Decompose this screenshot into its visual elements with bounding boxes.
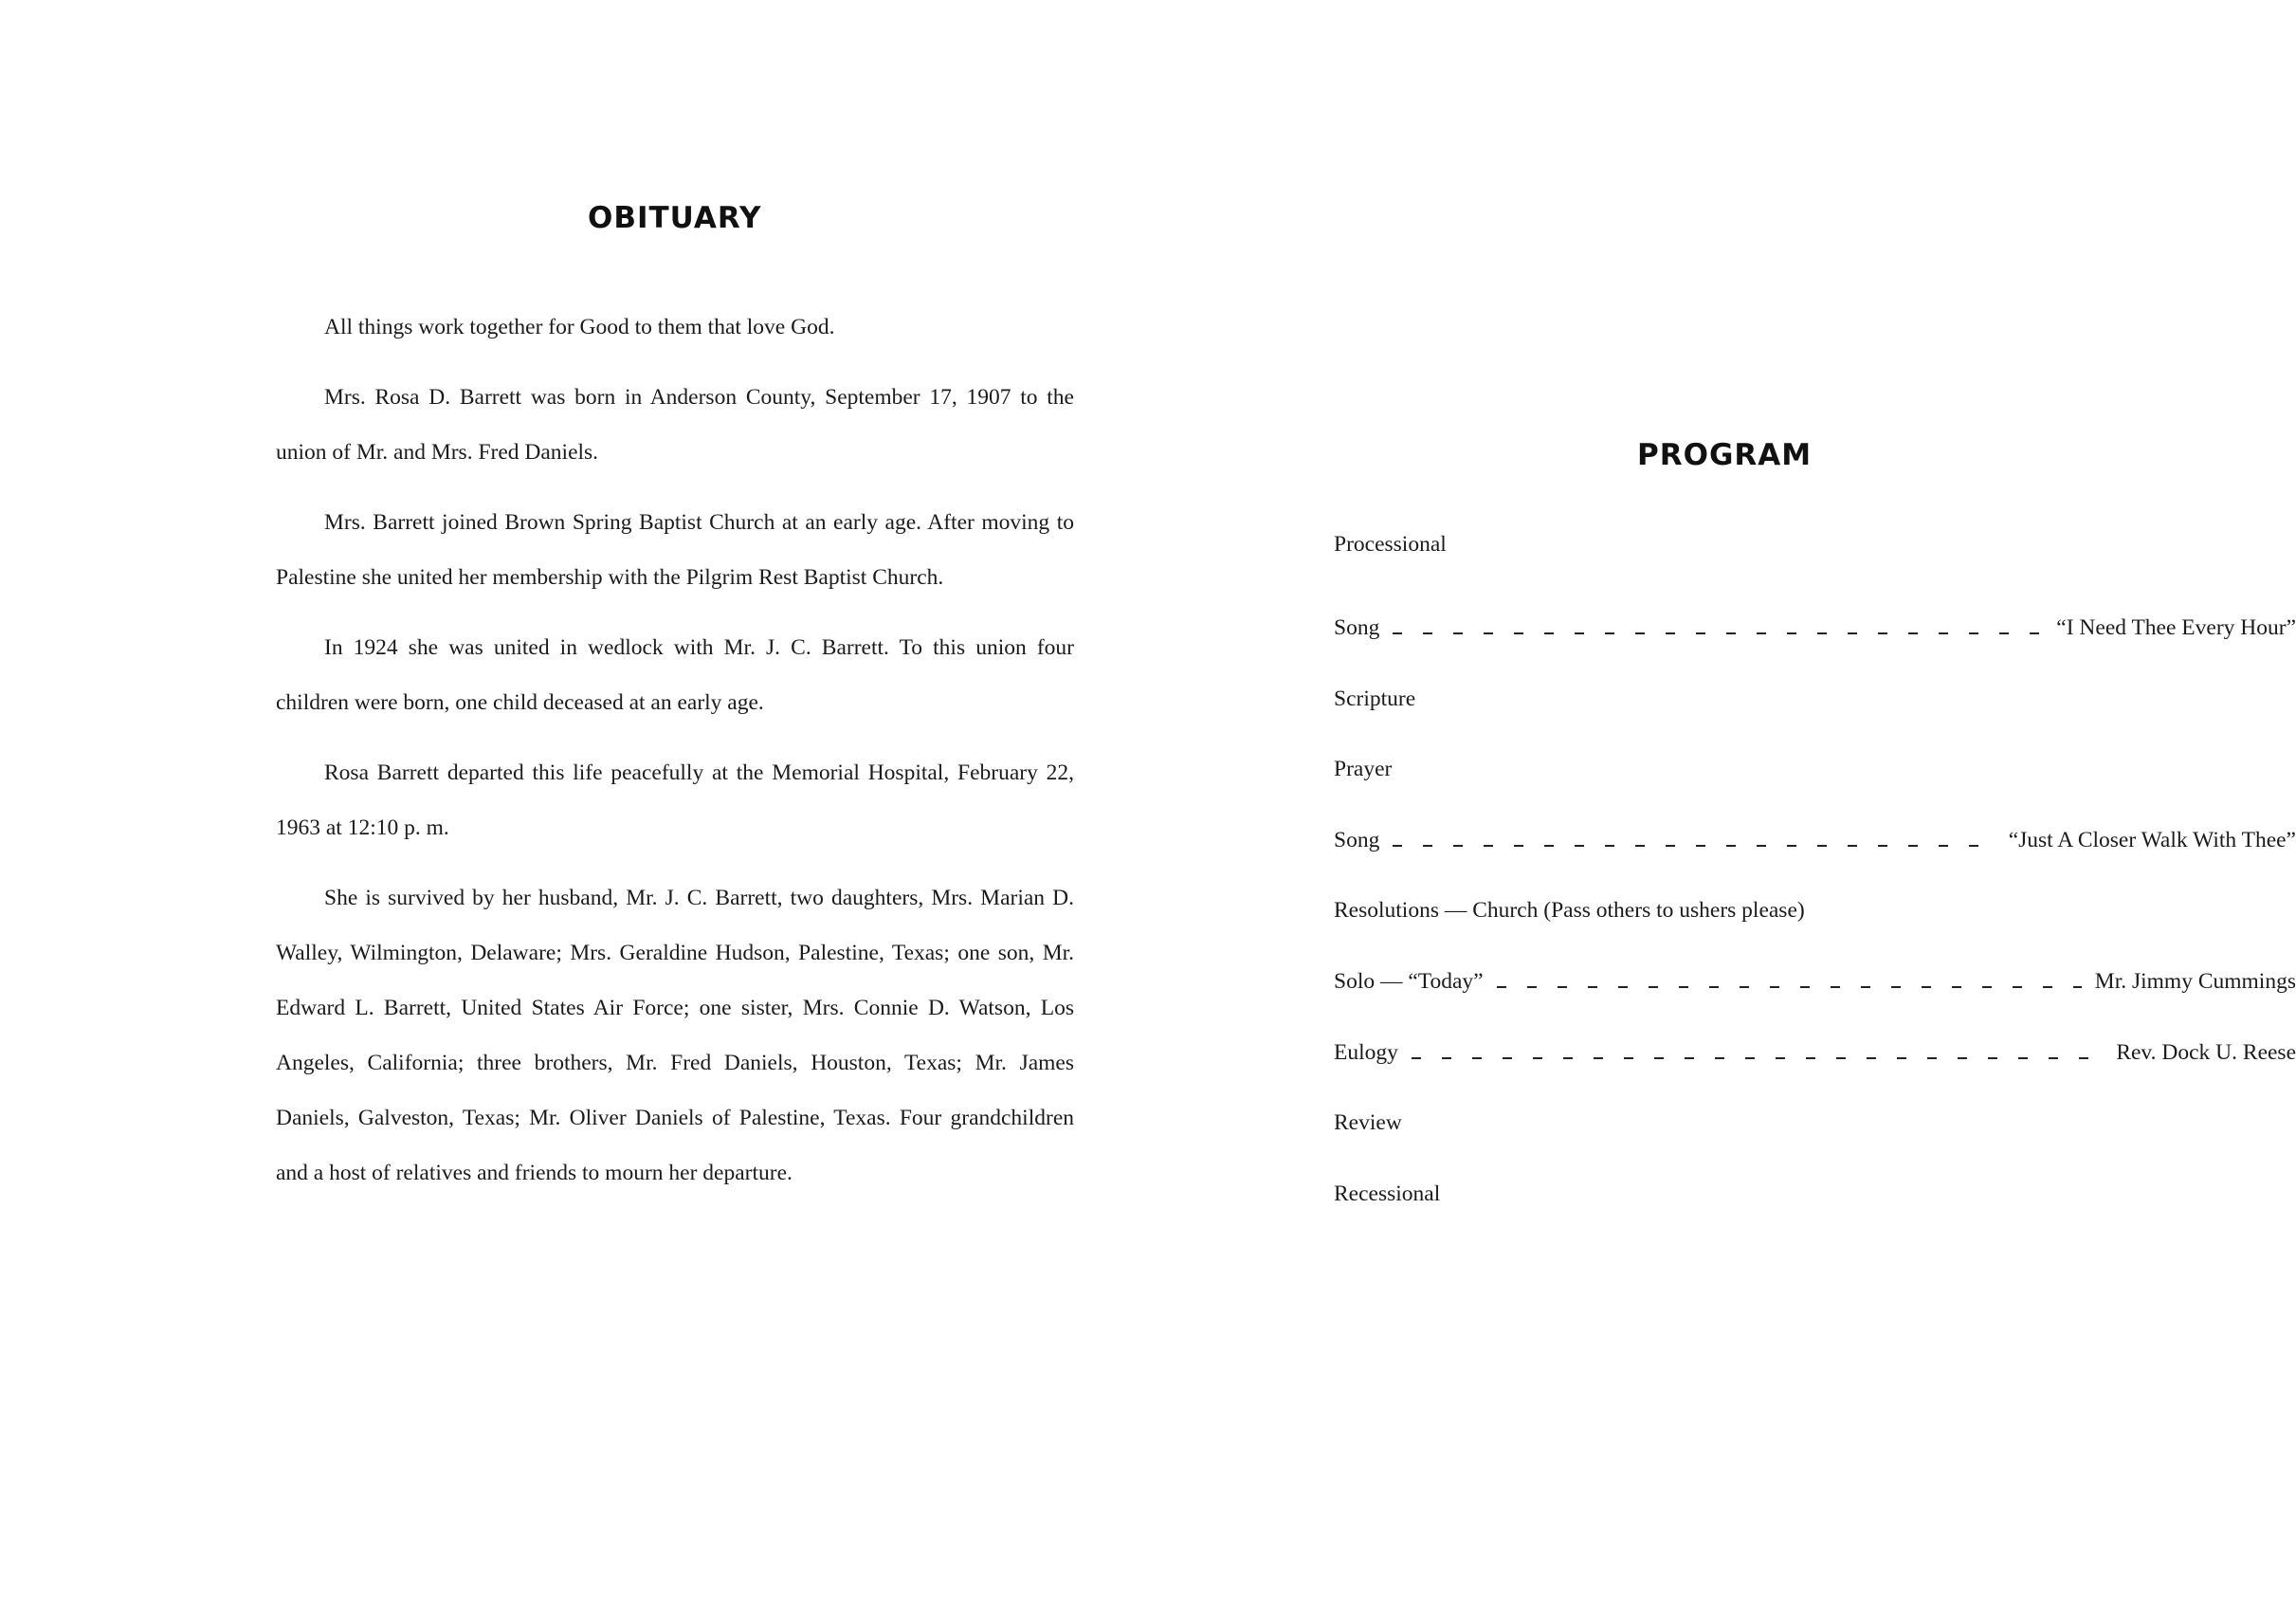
program-page (1108, 0, 2296, 1612)
dashed-leader (1393, 828, 1995, 847)
obituary-paragraph: All things work together for Good to them that love God. (324, 315, 835, 339)
dashed-leader (1497, 969, 2082, 988)
program-item-processional (1334, 532, 2296, 615)
program-item-label: Song (1334, 827, 1380, 852)
program-item-label: Prayer (1334, 757, 1393, 782)
program-item-prayer (1334, 757, 2296, 828)
program-item-value: “I Need Thee Every Hour” (2056, 615, 2296, 640)
program-item-value: Rev. Dock U. Reese (2116, 1039, 2296, 1065)
program-item-label: Processional (1334, 532, 1447, 557)
dashed-leader (1393, 615, 2043, 634)
program-title: PROGRAM (1637, 438, 1813, 472)
program-item-label: Eulogy (1334, 1039, 1398, 1065)
obituary-paragraph: Rosa Barrett departed this life peacefully at the Memorial Hospital, February 22, 1963 at 12:10 p. m. (276, 760, 1074, 840)
dashed-leader (1412, 1040, 2103, 1059)
program-item-song-2 (1334, 828, 2296, 899)
program-item-eulogy (1334, 1040, 2296, 1111)
program-item-resolutions (1334, 898, 2296, 969)
obituary-paragraph: In 1924 she was united in wedlock with Mr. J. C. Barrett. To this union four children were born, one child deceased at an early age. (276, 635, 1074, 715)
program-item-value: “Just A Closer Walk With Thee” (2008, 827, 2296, 852)
program-item-review (1334, 1110, 2296, 1182)
program-item-solo (1334, 969, 2296, 1040)
obituary-body (276, 300, 1074, 1216)
program-item-label: Solo — “Today” (1334, 968, 1484, 994)
program-list (1334, 532, 2296, 1252)
obituary-paragraph: Mrs. Barrett joined Brown Spring Baptist Church at an early age. After moving to Palestine she united her membership with the Pilgrim Rest Baptist Church. (276, 510, 1074, 590)
program-item-scripture (1334, 687, 2296, 758)
obituary-paragraph: Mrs. Rosa D. Barrett was born in Anderson County, September 17, 1907 to the union of Mr. and Mrs. Fred Daniels. (276, 385, 1074, 465)
program-item-song-1 (1334, 615, 2296, 687)
program-item-label: Review (1334, 1110, 1402, 1136)
program-item-label: Recessional (1334, 1181, 1441, 1206)
obituary-page (0, 0, 1108, 1612)
program-item-label: Resolutions — Church (Pass others to ushers please) (1334, 898, 1805, 924)
obituary-paragraph: She is survived by her husband, Mr. J. C. Barrett, two daughters, Mrs. Marian D. Walley, Wilmington, Delaware; Mrs. Geraldine Hudson, Palestine, Texas; one son, Mr. Edward L. Barrett, United States Air Force; one sister, Mrs. Connie D. Watson, Los Angeles, California; three brothers, Mr. Fred Daniels, Houston, Texas; Mr. James Daniels, Galveston, Texas; Mr. Oliver Daniels of Palestine, Texas. Four grandchildren and a host of relatives and friends to mourn her departure. (276, 886, 1074, 1185)
obituary-title: OBITUARY (588, 201, 762, 235)
program-item-recessional (1334, 1182, 2296, 1253)
program-item-label: Scripture (1334, 686, 1416, 711)
program-item-label: Song (1334, 615, 1380, 640)
program-item-value: Mr. Jimmy Cummings (2094, 968, 2296, 994)
